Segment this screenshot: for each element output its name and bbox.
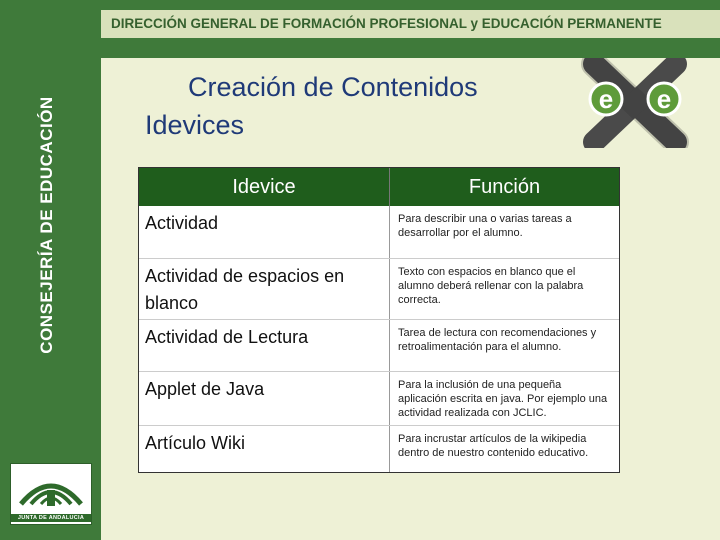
idevice-name: Artículo Wiki xyxy=(139,425,390,472)
header-idevice: Idevice xyxy=(139,168,390,206)
idevice-function: Texto con espacios en blanco que el alumno deberá rellenar con la palabra correcta. xyxy=(390,258,620,319)
junta-emblem-icon xyxy=(11,464,91,514)
exe-logo-left-letter: e xyxy=(598,84,614,114)
slide-title xyxy=(145,68,575,144)
table-row xyxy=(139,319,619,371)
table-row xyxy=(139,425,619,472)
junta-andalucia-logo xyxy=(10,463,92,525)
slide-title-line2: Idevices xyxy=(145,110,245,140)
slide-title-line1: Creación de Contenidos xyxy=(188,72,478,102)
header-funcion: Función xyxy=(390,168,620,206)
idevice-name: Actividad xyxy=(139,206,390,258)
logo-caption: JUNTA DE ANDALUCIA xyxy=(11,514,91,522)
table-row xyxy=(139,258,619,319)
idevice-function: Para incrustar artículos de la wikipedia dentro de nuestro contenido educativo. xyxy=(398,432,589,459)
sidebar xyxy=(0,0,101,540)
header-banner xyxy=(101,10,720,38)
idevice-name: Actividad de Lectura xyxy=(139,319,390,371)
idevices-table xyxy=(138,167,620,473)
header-banner-text: DIRECCIÓN GENERAL DE FORMACIÓN PROFESIONAL y EDUCACIÓN PERMANENTE xyxy=(111,16,662,31)
table-header-row xyxy=(139,168,619,206)
exe-logo-icon xyxy=(580,58,690,148)
table-row xyxy=(139,371,619,425)
table-row xyxy=(139,206,619,258)
idevice-function: Para describir una o varias tareas a desarrollar por el alumno. xyxy=(390,206,620,258)
idevice-function: Para la inclusión de una pequeña aplicación escrita en java. Por ejemplo una actividad realizada con JCLIC. xyxy=(390,371,620,425)
exe-logo-right-letter: e xyxy=(656,84,672,114)
vertical-organization-label: CONSEJERÍA DE EDUCACIÓN xyxy=(37,96,56,354)
idevice-name: Applet de Java xyxy=(139,371,390,425)
idevice-name: Actividad de espacios en blanco xyxy=(139,258,390,319)
idevice-function: Tarea de lectura con recomendaciones y retroalimentación para el alumno. xyxy=(390,319,620,371)
